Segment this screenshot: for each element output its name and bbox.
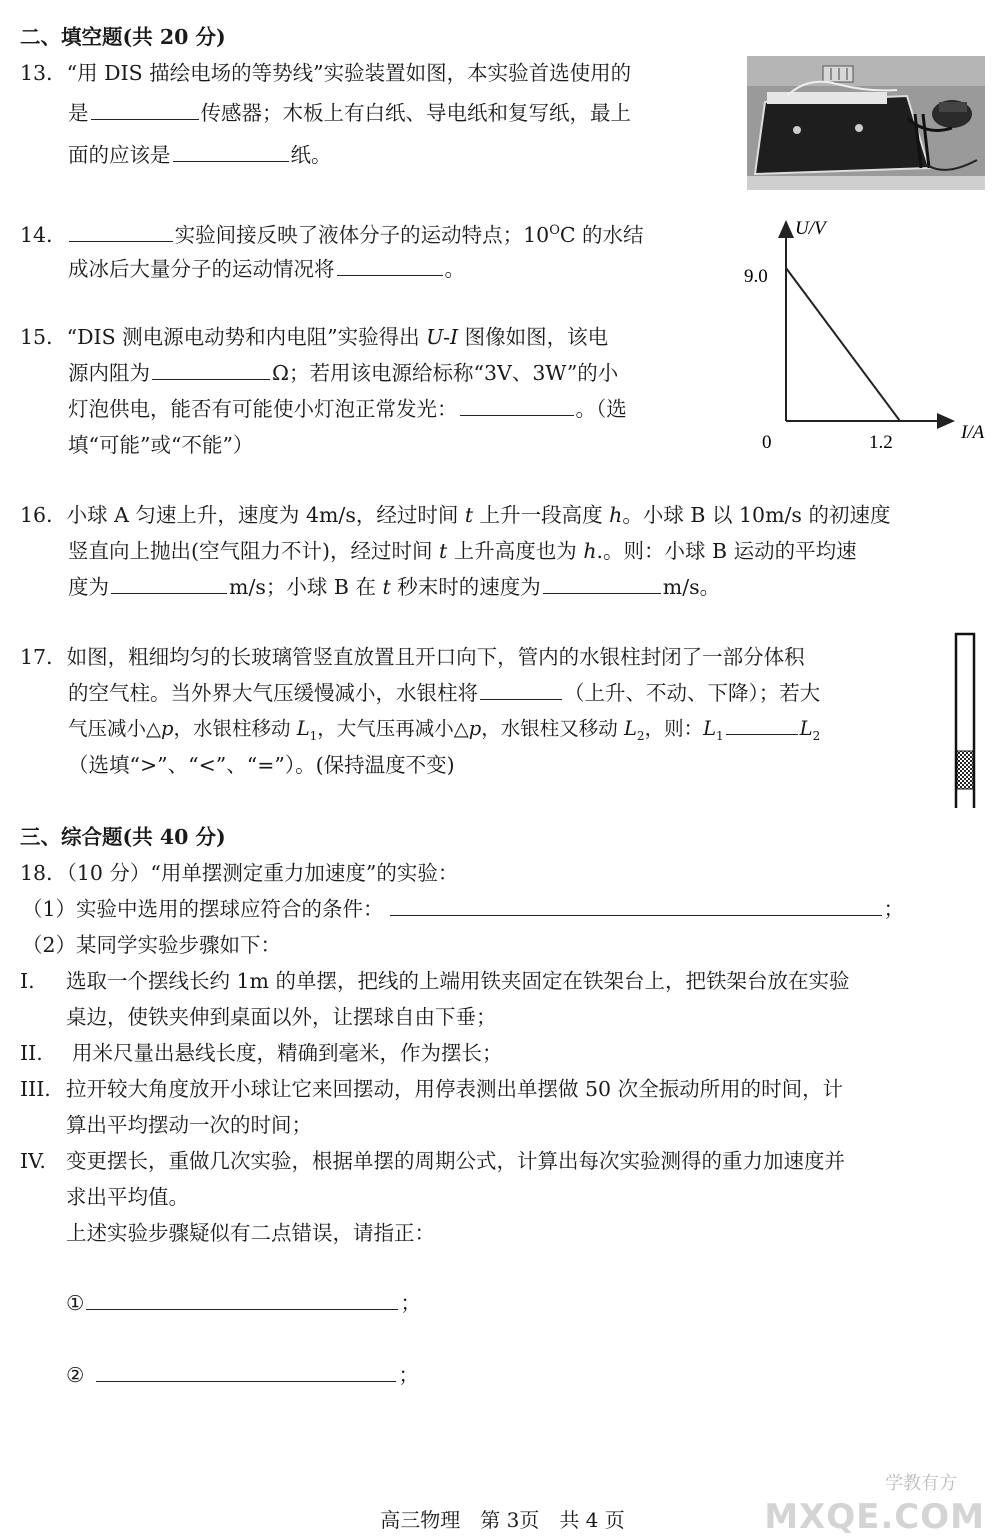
answer-blank <box>480 679 562 700</box>
section-heading: 三、综合题(共 40 分) <box>20 825 226 849</box>
answer-blank <box>86 1289 398 1310</box>
watermark-text: 学教有方 <box>885 1473 957 1494</box>
q17-line2: 的空气柱。当外界大气压缓慢减小，水银柱将 （上升、不动、下降）；若大 <box>68 681 821 705</box>
answer-blank <box>111 573 227 594</box>
answer-blank <box>726 714 798 735</box>
answer-blank <box>96 1361 396 1382</box>
step-4: IV. 变更摆长，重做几次实验，根据单摆的周期公式，计算出每次实验测得的重力加速度并 <box>20 1149 845 1173</box>
q17-line3: 气压减小△p，水银柱移动 $L_1$，大气压再减小△p，水银柱又移动 $L_2$，则：$L_1$ $L_2$ <box>68 714 820 751</box>
q15-line1: 15．“DIS 测电源电动势和内电阻”实验得出 U-I 图像如图，该电 <box>20 325 609 349</box>
instruction: 上述实验步骤疑似有二点错误，请指正： <box>66 1221 435 1245</box>
q18-part2: （2）某同学实验步骤如下： <box>22 933 282 957</box>
u-i-graph <box>735 210 995 460</box>
answer-blank <box>460 395 574 416</box>
x-axis-label: I/A <box>961 422 985 443</box>
answer-blank <box>337 255 443 276</box>
x-intercept-label: 1.2 <box>869 432 893 453</box>
q17-line1: 17．如图，粗细均匀的长玻璃管竖直放置且开口向下，管内的水银柱封闭了一部分体积 <box>20 645 805 669</box>
q15-line3: 灯泡供电，能否有可能使小灯泡正常发光： 。（选 <box>68 397 627 421</box>
q18-line1: 18．（10 分）“用单摆测定重力加速度”的实验： <box>20 861 459 885</box>
answer-1: ① ； <box>66 1291 421 1315</box>
q16-line3: 度为 m/s；小球 B 在 t 秒末时的速度为 m/s。 <box>68 575 721 599</box>
answer-blank <box>91 99 199 120</box>
step-4-cont: 求出平均值。 <box>66 1185 189 1209</box>
step-3: III. 拉开较大角度放开小球让它来回摆动，用停表测出单摆做 50 次全振动所用的时间，计 <box>20 1077 844 1101</box>
q14-line1: 14． 实验间接反映了液体分子的运动特点；$10^OC$ 的水结 <box>20 222 644 247</box>
y-intercept-label: 9.0 <box>744 266 768 287</box>
answer-blank <box>69 221 173 242</box>
glass-tube-diagram <box>950 632 980 810</box>
step-2: II. 用米尺量出悬线长度，精确到毫米，作为摆长； <box>20 1041 503 1065</box>
step-3-cont: 算出平均摆动一次的时间； <box>66 1113 312 1137</box>
answer-blank <box>152 359 270 380</box>
dis-apparatus-photo <box>747 56 985 190</box>
q13-line3: 面的应该是 纸。 <box>68 143 332 167</box>
section-heading: 二、填空题(共 20 分) <box>20 25 226 49</box>
step-1-cont: 桌边，使铁夹伸到桌面以外，让摆球自由下垂； <box>66 1005 497 1029</box>
q16-line1: 16．小球 A 匀速上升，速度为 4m/s，经过时间 t 上升一段高度 h。小球 B 以 10m/s 的初速度 <box>20 503 891 527</box>
q13-line2: 是 传感器；木板上有白纸、导电纸和复写纸，最上 <box>68 101 631 125</box>
watermark-logo: MXQE.COM <box>764 1497 985 1537</box>
u-i-line <box>786 268 900 421</box>
answer-2: ② ； <box>66 1363 419 1387</box>
step-1: I. 选取一个摆线长约 1m 的单摆，把线的上端用铁夹固定在铁架台上，把铁架台放在实验 <box>20 969 850 993</box>
q15-line2: 源内阻为 Ω；若用该电源给标称“3V、3W”的小 <box>68 361 619 385</box>
q13-line1: 13．“用 DIS 描绘电场的等势线”实验装置如图，本实验首选使用的 <box>20 61 632 85</box>
page-footer: 高三物理 第 3页 共 4 页 <box>380 1508 625 1532</box>
mercury-column <box>957 751 973 789</box>
answer-blank <box>390 895 882 916</box>
q15-line4: 填“可能”或“不能”） <box>68 433 254 457</box>
origin-label: 0 <box>762 432 772 453</box>
q14-line2: 成冰后大量分子的运动情况将 。 <box>68 257 465 281</box>
q17-line4: （选填“>”、“<”、“=”）。(保持温度不变) <box>68 753 455 777</box>
y-axis-label: U/V <box>795 218 826 239</box>
q16-line2: 竖直向上抛出(空气阻力不计)，经过时间 t 上升高度也为 h.。则：小球 B 运动的平均速 <box>68 539 857 563</box>
q18-part1: （1）实验中选用的摆球应符合的条件： ； <box>22 897 905 921</box>
answer-blank <box>543 573 661 594</box>
answer-blank <box>173 141 289 162</box>
